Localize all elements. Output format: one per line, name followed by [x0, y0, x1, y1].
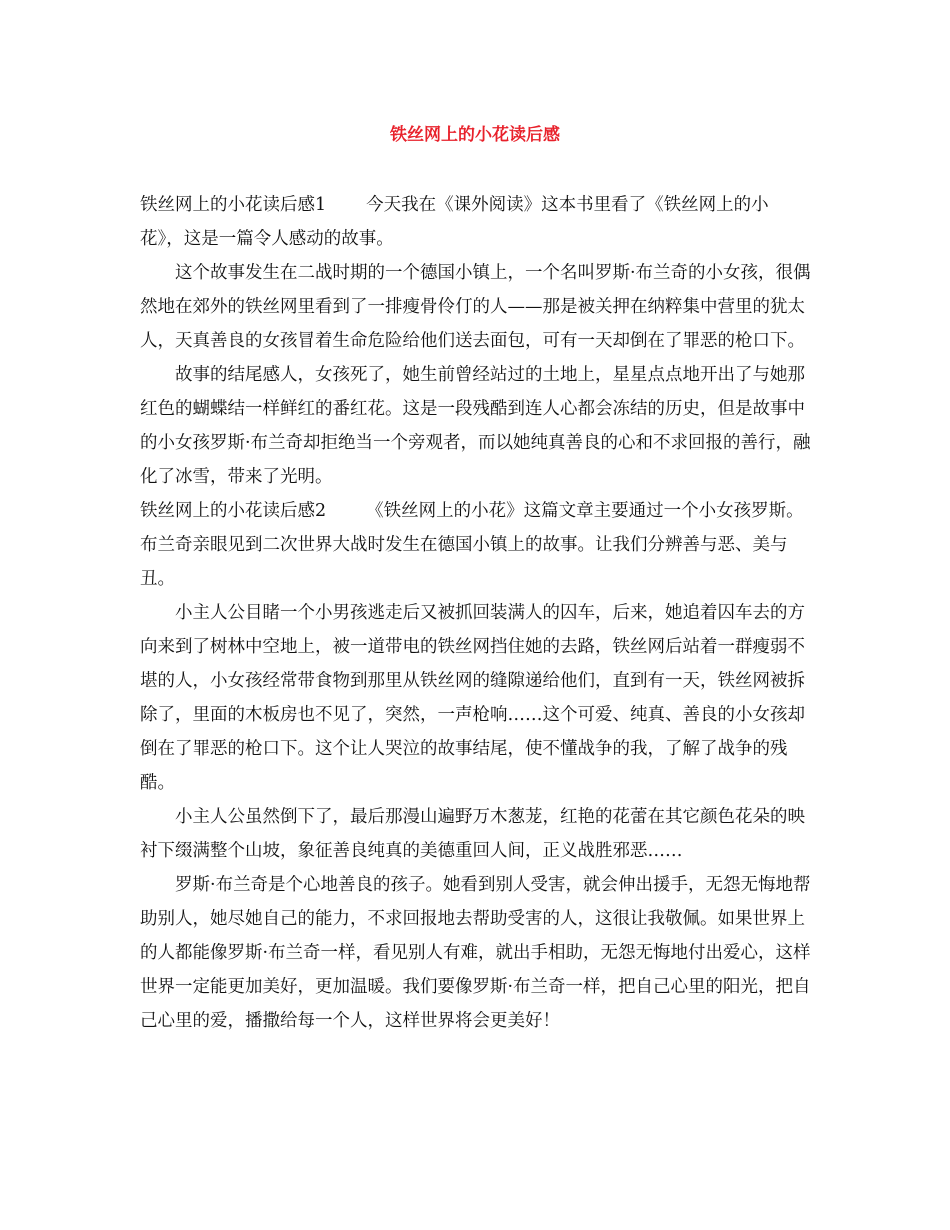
section-2-opening [140, 494, 812, 596]
section-1-paragraph-1: 这个故事发生在二战时期的一个德国小镇上，一个名叫罗斯·布兰奇的小女孩，很偶然地在郊外的铁丝网里看到了一排瘦骨伶仃的人——那是被关押在纳粹集中营里的犹太人，天真善良的女孩冒着生命危险给他们送去面包，可有一天却倒在了罪恶的枪口下。 [140, 263, 811, 351]
document-body [140, 188, 812, 1038]
section-1-intro: 今天我在《课外阅读》这本书里看了《铁丝网上的小花》，这是一篇令人感动的故事。 [140, 195, 769, 249]
section-1-opening [140, 188, 812, 256]
section-2-paragraph-2: 小主人公虽然倒下了，最后那漫山遍野万木葱茏，红艳的花蕾在其它颜色花朵的映衬下缀满整个山坡，象征善良纯真的美德重回人间，正义战胜邪恶…… [140, 807, 805, 861]
document-title: 铁丝网上的小花读后感 [390, 125, 560, 145]
section-2-intro: 《铁丝网上的小花》这篇文章主要通过一个小女孩罗斯。布兰奇亲眼见到二次世界大战时发生在德国小镇上的故事。让我们分辨善与恶、美与丑。 [140, 501, 804, 589]
section-1-heading: 铁丝网上的小花读后感1 [140, 195, 327, 215]
section-2-paragraph-3: 罗斯·布兰奇是个心地善良的孩子。她看到别人受害，就会伸出援手，无怨无悔地帮助别人，她尽她自己的能力，不求回报地去帮助受害的人，这很让我敬佩。如果世界上的人都能像罗斯·布兰奇一样，看见别人有难，就出手相助，无怨无悔地付出爱心，这样世界一定能更加美好，更加温暖。我们要像罗斯·布兰奇一样，把自己心里的阳光，把自己心里的爱，播撒给每一个人，这样世界将会更美好！ [140, 875, 811, 1031]
section-2-heading: 铁丝网上的小花读后感2 [140, 501, 327, 521]
section-1-paragraph-2: 故事的结尾感人，女孩死了，她生前曾经站过的土地上，星星点点地开出了与她那红色的蝴蝶结一样鲜红的番红花。这是一段残酷到连人心都会冻结的历史，但是故事中的小女孩罗斯·布兰奇却拒绝当一个旁观者，而以她纯真善良的心和不求回报的善行，融化了冰雪，带来了光明。 [140, 365, 811, 487]
section-2-paragraph-1: 小主人公目睹一个小男孩逃走后又被抓回装满人的囚车，后来，她追着囚车去的方向来到了树林中空地上，被一道带电的铁丝网挡住她的去路，铁丝网后站着一群瘦弱不堪的人，小女孩经常带食物到那里从铁丝网的缝隙递给他们，直到有一天，铁丝网被拆除了，里面的木板房也不见了，突然，一声枪响……这个可爱、纯真、善良的小女孩却倒在了罪恶的枪口下。这个让人哭泣的故事结尾，使不懂战争的我，了解了战争的残酷。 [140, 603, 805, 793]
